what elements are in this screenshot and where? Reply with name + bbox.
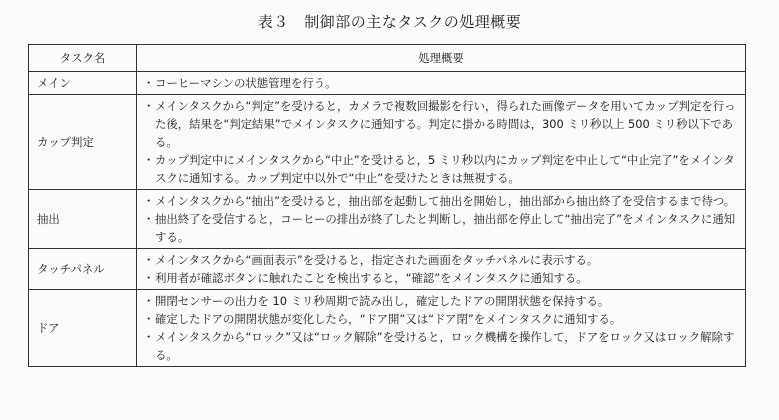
summary-item [143,310,739,328]
summary-text: 利用者が確認ボタンに触れたことを検出すると，“確認”をメインタスクに通知する。 [155,271,588,285]
bullet-mark: ・ [143,99,155,113]
table-row [29,72,746,95]
header-summary: 処理概要 [137,45,746,72]
summary-cell [137,72,746,95]
summary-item [143,192,739,210]
bullet-mark: ・ [143,271,155,285]
task-name-cell: カップ判定 [29,95,137,190]
summary-text: 確定したドアの開閉状態が変化したら，“ドア開”又は“ドア閉”をメインタスクに通知する。 [155,312,622,326]
summary-cell [137,95,746,190]
summary-text: カップ判定中にメインタスクから“中止”を受けると，5 ミリ秒以内にカップ判定を中止して“中止完了”をメインタスクに通知する。カップ判定中以外で“中止”を受けたときは無視する。 [155,153,735,185]
summary-item [143,97,739,151]
bullet-mark: ・ [143,194,155,208]
table-row [29,249,746,290]
summary-text: 抽出終了を受信すると，コーヒーの排出が終了したと判断し，抽出部を停止して“抽出完了”をメインタスクに通知する。 [155,212,736,244]
summary-text: メインタスクから“判定”を受けると，カメラで複数回撮影を行い，得られた画像データを用いてカップ判定を行った後，結果を“判定結果”でメインタスクに通知する。判定に掛かる時間は，300 ミリ秒以上 500 ミリ秒以下である。 [155,99,736,149]
task-name-cell: メイン [29,72,137,95]
summary-item [143,151,739,187]
bullet-mark: ・ [143,212,155,226]
summary-cell [137,190,746,249]
table-row [29,95,746,190]
table-header-row [29,45,746,72]
summary-text: メインタスクから“画面表示”を受けると，指定された画面をタッチパネルに表示する。 [155,253,599,267]
bullet-mark: ・ [143,153,155,167]
summary-cell [137,290,746,367]
bullet-mark: ・ [143,312,155,326]
table-title: 表３ 制御部の主なタスクの処理概要 [257,13,522,31]
summary-text: メインタスクから“ロック”又は“ロック解除”を受けると，ロック機構を操作して，ドアをロック又はロック解除する。 [155,330,735,362]
header-task-name: タスク名 [29,45,137,72]
summary-item [143,210,739,246]
summary-item [143,269,739,287]
bullet-mark: ・ [143,253,155,267]
table-body [29,72,746,367]
task-name-cell: ドア [29,290,137,367]
summary-text: メインタスクから“抽出”を受けると，抽出部を起動して抽出を開始し，抽出部から抽出終了を受信するまで待つ。 [155,194,736,208]
table-row [29,190,746,249]
bullet-mark: ・ [143,330,155,344]
summary-item [143,74,739,92]
summary-text: コーヒーマシンの状態管理を行う。 [155,76,337,90]
summary-item [143,292,739,310]
summary-cell [137,249,746,290]
bullet-mark: ・ [143,76,155,90]
summary-item [143,328,739,364]
task-name-cell: タッチパネル [29,249,137,290]
task-summary-table [28,44,746,367]
summary-item [143,251,739,269]
bullet-mark: ・ [143,294,155,308]
table-row [29,290,746,367]
task-name-cell: 抽出 [29,190,137,249]
summary-text: 開閉センサーの出力を 10 ミリ秒周期で読み出し，確定したドアの開閉状態を保持する。 [155,294,610,308]
